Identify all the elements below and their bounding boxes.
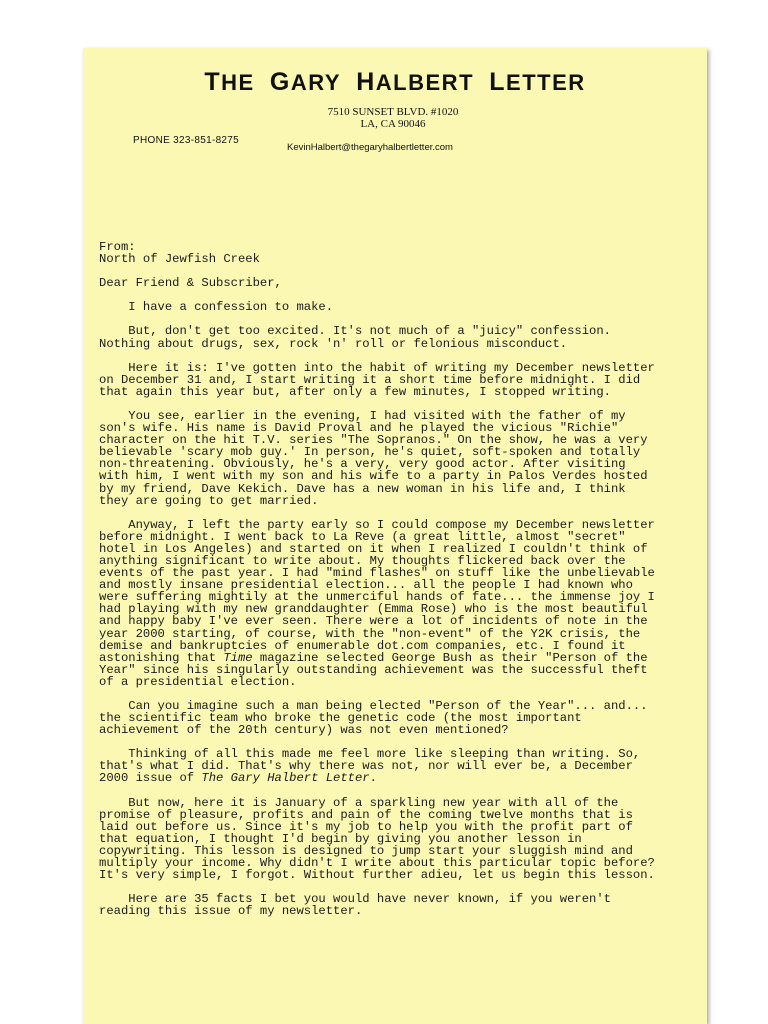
- text-line: laid out before us. Since it's my job to help you with the profit part of: [99, 819, 633, 834]
- text-fragment: magazine selected George Bush as their "Person of the: [252, 650, 648, 665]
- text-line: Year" since his singularly outstanding achievement was the successful theft: [99, 662, 648, 677]
- address-line-2: LA, CA 90046: [360, 118, 426, 130]
- letterhead-address: [313, 106, 473, 130]
- text-fragment: .: [369, 771, 377, 786]
- text-line: Here are 35 facts I bet you would have never known, if you weren't: [99, 892, 611, 907]
- text-line: demise and bankruptcies of enumerable dot.com companies, etc. I found it: [99, 638, 626, 653]
- from-label: From:: [99, 240, 136, 255]
- text-line: reading this issue of my newsletter.: [99, 904, 363, 919]
- paragraph-9: [99, 893, 703, 917]
- text-line: before midnight. I went back to La Reve (a great little, almost "secret": [99, 529, 626, 544]
- text-line: anything significant to write about. My thoughts flickered back over the: [99, 553, 626, 568]
- text-fragment: astonishing that: [99, 650, 224, 665]
- paragraph-5: [99, 519, 703, 688]
- paragraph-6: [99, 700, 703, 736]
- text-line: that again this year but, after only a few minutes, I stopped writing.: [99, 384, 611, 399]
- from-place: North of Jewfish Creek: [99, 252, 260, 267]
- paragraph-8: [99, 797, 703, 882]
- paragraph-4: [99, 410, 703, 507]
- text-line: But, don't get too excited. It's not much of a "juicy" confession.: [99, 324, 611, 339]
- text-line: and mostly insane presidential election... all the people I had known who: [99, 578, 633, 593]
- letterhead-email: KevinHalbert@thegaryhalbertletter.com: [287, 142, 453, 153]
- text-line: the scientific team who broke the genetic code (the most important: [99, 711, 582, 726]
- text-line: of a presidential election.: [99, 674, 297, 689]
- letterhead-title: [83, 68, 707, 97]
- text-line: Nothing about drugs, sex, rock 'n' roll or felonious misconduct.: [99, 336, 568, 351]
- text-line: You see, earlier in the evening, I had visited with the father of my: [99, 408, 626, 423]
- text-line: promise of pleasure, profits and pain of the coming twelve months that is: [99, 807, 633, 822]
- text-line: multiply your income. Why didn't I write about this particular topic before?: [99, 856, 655, 871]
- text-line: But now, here it is January of a sparkling new year with all of the: [99, 795, 619, 810]
- letter-page: [83, 48, 707, 1024]
- letter-body: [99, 229, 703, 942]
- title-word-letter: LETTER: [489, 68, 586, 96]
- title-word-gary: GARY: [269, 68, 341, 96]
- text-line: son's wife. His name is David Proval and he played the vicious "Richie": [99, 421, 619, 436]
- text-fragment: 2000 issue of: [99, 771, 202, 786]
- newsletter-title: The Gary Halbert Letter: [201, 771, 370, 786]
- text-line: Anyway, I left the party early so I could compose my December newsletter: [99, 517, 655, 532]
- text-line: [99, 772, 703, 784]
- text-line: It's very simple, I forgot. Without further adieu, let us begin this lesson.: [99, 868, 655, 883]
- salutation: Dear Friend & Subscriber,: [99, 276, 282, 291]
- text-line: with him, I went with my son and his wife to a party in Palos Verdes hosted: [99, 469, 648, 484]
- text-line: and happy baby I've ever seen. There were a lot of incidents of note in the: [99, 614, 648, 629]
- paragraph-1: I have a confession to make.: [99, 300, 334, 315]
- paragraph-3: [99, 362, 703, 398]
- text-line: that's what I did. That's why there was not, nor will ever be, a December: [99, 759, 633, 774]
- address-line-1: 7510 SUNSET BLVD. #1020: [327, 106, 459, 118]
- time-magazine-title: Time: [223, 650, 253, 665]
- text-line: non-threatening. Obviously, he's a very, very good actor. After visiting: [99, 457, 626, 472]
- text-line: had playing with my new granddaughter (Emma Rose) who is the most beautiful: [99, 602, 648, 617]
- text-line: believable 'scary mob guy.' In person, he's quiet, soft-spoken and totally: [99, 445, 641, 460]
- text-line: character on the hit T.V. series "The Sopranos." On the show, he was a very: [99, 433, 648, 448]
- title-word-halbert: HALBERT: [356, 68, 475, 96]
- text-line: hotel in Los Angeles) and started on it when I realized I couldn't think of: [99, 541, 648, 556]
- text-line: Thinking of all this made me feel more like sleeping than writing. So,: [99, 747, 641, 762]
- text-line: achievement of the 20th century) was not even mentioned?: [99, 723, 509, 738]
- text-line: events of the past year. I had "mind flashes" on stuff like the unbelievable: [99, 566, 655, 581]
- letterhead-phone: PHONE 323-851-8275: [133, 135, 240, 146]
- paragraph-7: [99, 748, 703, 784]
- text-line: year 2000 starting, of course, with the "non-event" of the Y2K crisis, the: [99, 626, 641, 641]
- text-line: by my friend, Dave Kekich. Dave has a new woman in his life and, I think: [99, 481, 626, 496]
- text-line: they are going to get married.: [99, 493, 319, 508]
- text-line: Here it is: I've gotten into the habit of writing my December newsletter: [99, 360, 655, 375]
- text-line: were suffering mightily at the unmerciful hands of fate... the immense joy I: [99, 590, 655, 605]
- text-line: copywriting. This lesson is designed to jump start your sluggish mind and: [99, 843, 633, 858]
- title-word-the: THE: [204, 68, 255, 96]
- text-line: Can you imagine such a man being elected "Person of the Year"... and...: [99, 699, 648, 713]
- text-line: [99, 652, 703, 664]
- paragraph-2: [99, 325, 703, 349]
- text-line: that equation, I thought I'd begin by giving you another lesson in: [99, 831, 582, 846]
- text-line: on December 31 and, I start writing it a short time before midnight. I did: [99, 372, 641, 387]
